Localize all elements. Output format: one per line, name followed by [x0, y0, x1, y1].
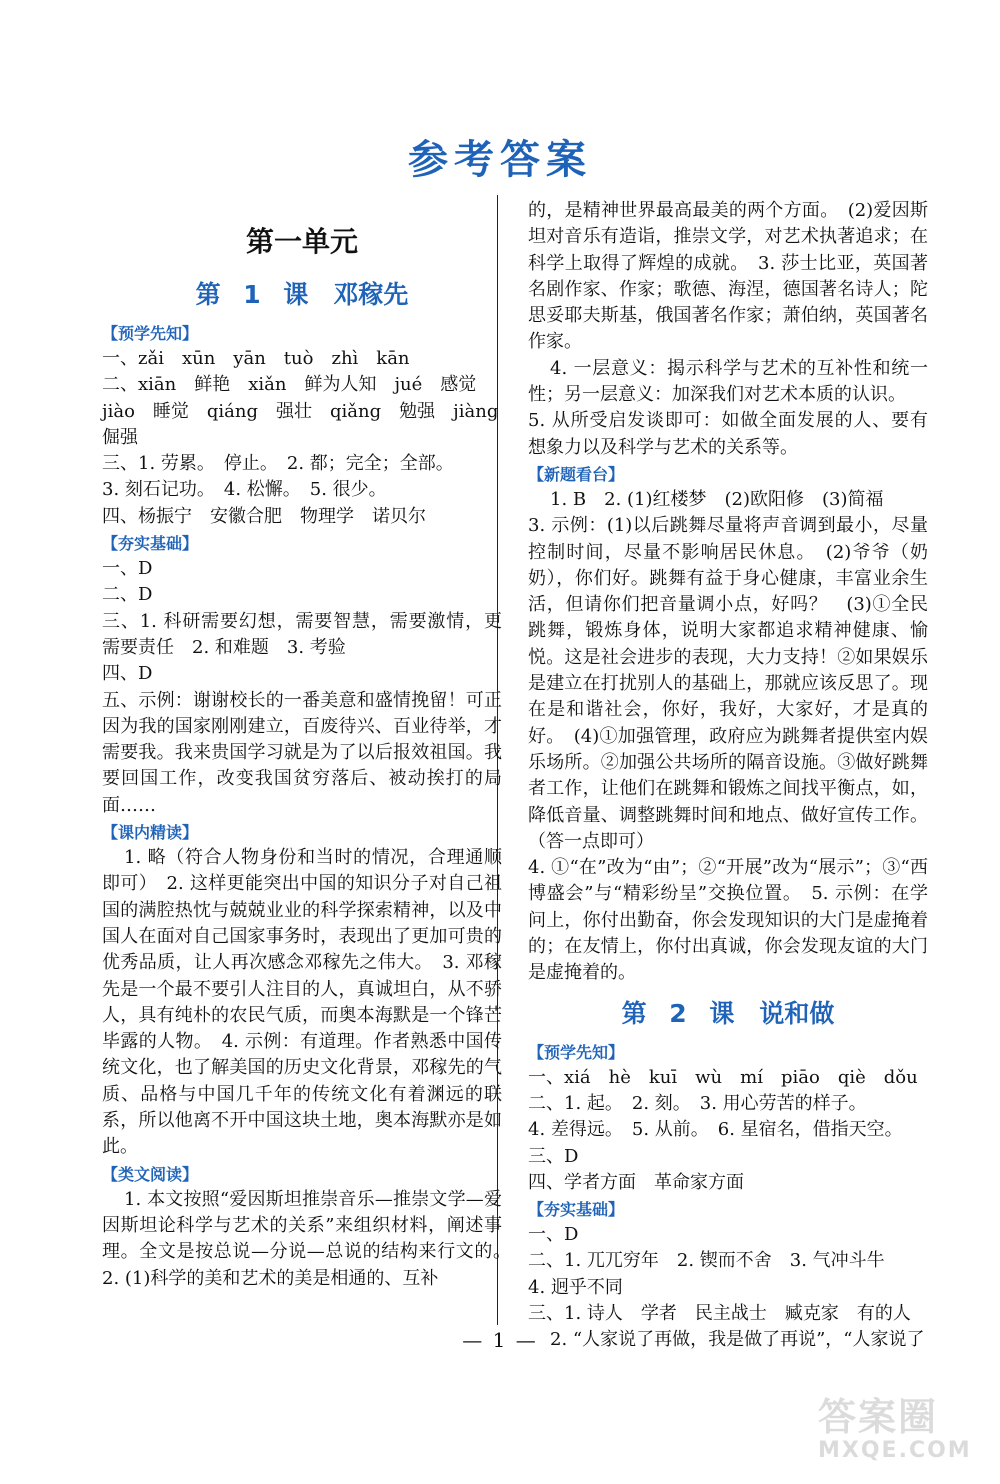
answer-line: 4. 差得远。 5. 从前。 6. 星宿名，借指天空。 — [528, 1119, 903, 1141]
answer-line: 一、D — [528, 1224, 579, 1246]
answer-paragraph: 5. 从所受启发谈即可：如做全面发展的人、要有想象力以及科学与艺术的关系等。 — [528, 410, 928, 458]
answer-line: 一、xiá hè kuī wù mí piāo qiè dǒu — [528, 1066, 918, 1088]
answer-paragraph: 1. 本文按照“爱因斯坦推崇音乐—推崇文学—爱因斯坦论科学与艺术的关系”来组织材料，阐述事理。全文是按总说—分说—总说的结构来行文的。 2. (1)科学的美和艺术的美是相通的、互补 — [102, 1188, 520, 1289]
lesson-1-heading: 第 1 课 邓稼先 — [195, 280, 409, 309]
answer-line: 一、D — [102, 558, 153, 580]
section-tag-preview: 【预学先知】 — [528, 1042, 625, 1062]
answer-line: jiào 睡觉 qiáng 强壮 qiǎng 勉强 jiàng — [102, 400, 499, 422]
watermark-url: MXQE.COM — [818, 1438, 972, 1463]
answer-paragraph: 3. 示例：(1)以后跳舞尽量将声音调到最小，尽量控制时间，尽量不影响居民休息。 (2)爷爷（奶奶），你们好。跳舞有益于身心健康，丰富业余生活，但请你们把音量调小点，好吗？ (3)①全民跳舞，锻炼身体，说明大家都追求精神健康、愉悦。这是社会进步的表现，大力支持！②如果娱乐是建立在打扰别人的基础上，那就应该反思了。现在是和谐社会，你好，我好，大家好，才是真的好。 (4)①加强管理，政府应为跳舞者提供室内娱乐场所。②加强公共场所的隔音设施。③做好跳舞者工作，让他们在跳舞和锻炼之间找平衡点，如，降低音量、调整跳舞时间和地点、做好宣传工作。（答一点即可） — [528, 515, 928, 852]
answer-paragraph: 三、1. 科研需要幻想，需要智慧，需要激情，更需要责任 2. 和难题 3. 考验 — [102, 610, 502, 658]
left-column — [102, 198, 520, 1292]
answer-paragraph: 4. ①“在”改为“由”；②“开展”改为“展示”；③“西博盛会”与“精彩纷呈”交换位置。 5. 示例：在学问上，你付出勤奋，你会发现知识的大门是虚掩着的；在友情上，你付出真诚，你会发现友谊的大门是虚掩着的。 — [528, 857, 928, 984]
answer-line: 二、1. 兀兀穷年 2. 锲而不舍 3. 气冲斗牛 — [528, 1250, 885, 1272]
watermark-logo — [814, 1386, 986, 1474]
section-tag-basic: 【夯实基础】 — [102, 534, 199, 554]
answer-line: 三、1. 劳累。 停止。 2. 都；完全；全部。 — [102, 453, 454, 475]
page-title: 参考答案 — [408, 137, 592, 183]
right-column — [528, 198, 928, 1354]
section-tag-basic: 【夯实基础】 — [528, 1200, 625, 1220]
answer-line: 二、1. 起。 2. 刻。 3. 用心劳苦的样子。 — [528, 1092, 867, 1114]
answer-line: 二、D — [102, 584, 153, 606]
answer-line: 四、学者方面 革命家方面 — [528, 1171, 744, 1193]
answer-paragraph: 4. 一层意义：揭示科学与艺术的互补性和统一性；另一层意义：加深我们对艺术本质的认识。 — [528, 357, 928, 406]
answer-line: 2. “人家说了再做，我是做了再说”，“人家说了 — [550, 1329, 925, 1351]
answer-line: 四、杨振宁 安徽合肥 物理学 诺贝尔 — [102, 505, 426, 527]
section-tag-new-questions: 【新题看台】 — [528, 464, 625, 484]
answer-line: 一、zǎi xūn yān tuò zhì kān — [102, 348, 410, 369]
answer-line: 二、xiān 鲜艳 xiǎn 鲜为人知 jué 感觉 — [102, 374, 477, 396]
answer-line: 1. B 2. (1)红楼梦 (2)欧阳修 (3)简福 — [550, 488, 884, 510]
page-number: — 1 — — [462, 1328, 538, 1352]
answer-line: 三、D — [528, 1145, 579, 1167]
answer-line: 四、D — [102, 663, 153, 685]
section-tag-similar-reading: 【类文阅读】 — [102, 1164, 199, 1184]
answer-line: 倔强 — [102, 426, 138, 448]
answer-line: 4. 迥乎不同 — [528, 1276, 623, 1298]
section-tag-intensive-reading: 【课内精读】 — [102, 823, 199, 843]
unit-heading: 第一单元 — [245, 225, 358, 258]
answer-line: 3. 刻石记功。 4. 松懈。 5. 很少。 — [102, 479, 387, 501]
watermark-text: 答案圈 — [818, 1395, 939, 1439]
lesson-2-heading: 第 2 课 说和做 — [621, 998, 835, 1028]
section-tag-preview: 【预学先知】 — [102, 324, 199, 343]
answer-paragraph: 1. 略（符合人物身份和当时的情况，合理通顺即可） 2. 这样更能突出中国的知识分子对自己祖国的满腔热忱与兢兢业业的科学探索精神，以及中国人在面对自己国家事务时，表现出了更加可贵的优秀品质，让人再次感念邓稼先之伟大。 3. 邓稼先是一个最不要引人注目的人，真诚坦白，从不骄人，具有纯朴的农民气质，而奥本海默是一个锋芒毕露的人物。 4. 示例：有道理。作者熟悉中国传统文化，也了解美国的历史文化背景，邓稼先的气质、品格与中国几千年的传统文化有着渊远的联系，所以他离不开中国这块土地，奥本海默亦是如此。 — [102, 847, 502, 1158]
answer-paragraph: 的，是精神世界最高最美的两个方面。 (2)爱因斯坦对音乐有造诣，推崇文学，对艺术执著追求；在科学上取得了辉煌的成就。 3. 莎士比亚，英国著名剧作家、作家；歌德、海涅，德国著名诗人；陀思妥耶夫斯基，俄国著名作家；萧伯纳，英国著名作家。 — [528, 200, 928, 353]
answer-line: 三、1. 诗人 学者 民主战士 臧克家 有的人 — [528, 1302, 911, 1324]
answer-paragraph: 五、示例：谢谢校长的一番美意和盛情挽留！可正因为我的国家刚刚建立，百废待兴、百业待举，才需要我。我来贵国学习就是为了以后报效祖国。我要回国工作，改变我国贫穷落后、被动挨打的局面…… — [102, 689, 502, 816]
